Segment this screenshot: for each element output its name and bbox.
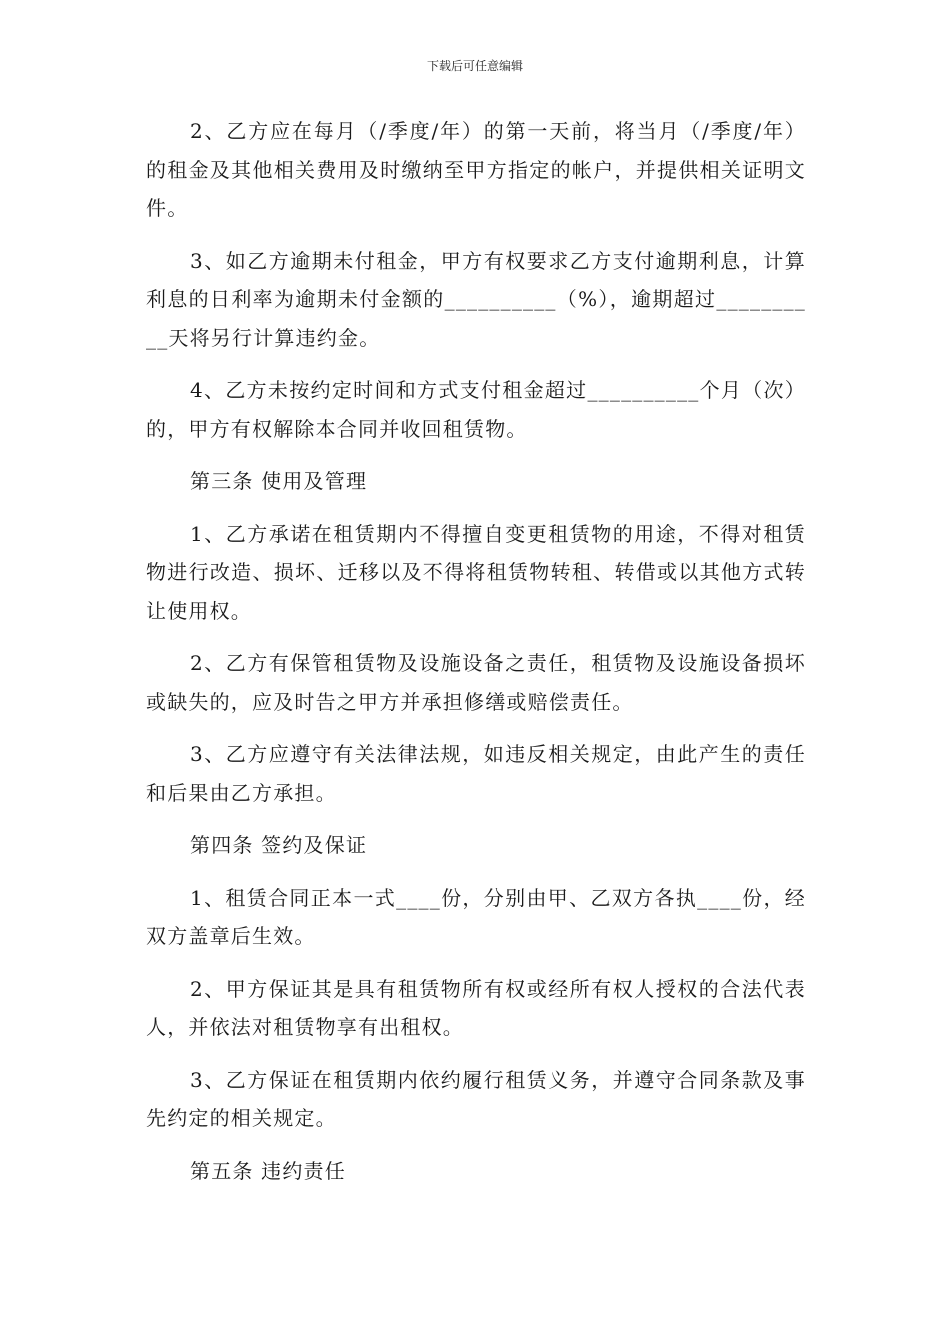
page-header: 下载后可任意编辑 [426, 59, 523, 73]
article-4-heading: 第四条 签约及保证 [190, 833, 368, 857]
clause-4-2-lessor-guarantee: 2、甲方保证其是具有租赁物所有权或经所有权人授权的合法代表人，并依法对租赁物享有出租权。 [146, 976, 806, 1039]
clause-3-2-custody: 2、乙方有保管租赁物及设施设备之责任，租赁物及设施设备损坏或缺失的，应及时告之甲方并承担修缮或赔偿责任。 [146, 651, 806, 714]
clause-3-3-compliance: 3、乙方应遵守有关法律法规，如违反相关规定，由此产生的责任和后果由乙方承担。 [146, 742, 806, 805]
clause-4-3-lessee-guarantee: 3、乙方保证在租赁期内依约履行租赁义务，并遵守合同条款及事先约定的相关规定。 [146, 1067, 806, 1130]
clause-2-2-rent-payment: 2、乙方应在每月（/季度/年）的第一天前，将当月（/季度/年）的租金及其他相关费用及时缴纳至甲方指定的帐户，并提供相关证明文件。 [146, 119, 806, 220]
document-body [146, 112, 806, 1204]
clause-4-1-copies: 1、租赁合同正本一式____份，分别由甲、乙双方各执____份，经双方盖章后生效。 [146, 885, 806, 948]
article-3-heading: 第三条 使用及管理 [190, 469, 368, 493]
clause-2-3-late-interest: 3、如乙方逾期未付租金，甲方有权要求乙方支付逾期利息，计算利息的日利率为逾期未付金额的__________（%），逾期超过__________天将另行计算违约金。 [146, 248, 806, 350]
clause-2-4-termination: 4、乙方未按约定时间和方式支付租金超过__________个月（次）的，甲方有权解除本合同并收回租赁物。 [146, 378, 806, 441]
clause-3-1-usage: 1、乙方承诺在租赁期内不得擅自变更租赁物的用途，不得对租赁物进行改造、损坏、迁移以及不得将租赁物转租、转借或以其他方式转让使用权。 [146, 521, 806, 623]
article-5-heading: 第五条 违约责任 [190, 1158, 346, 1183]
